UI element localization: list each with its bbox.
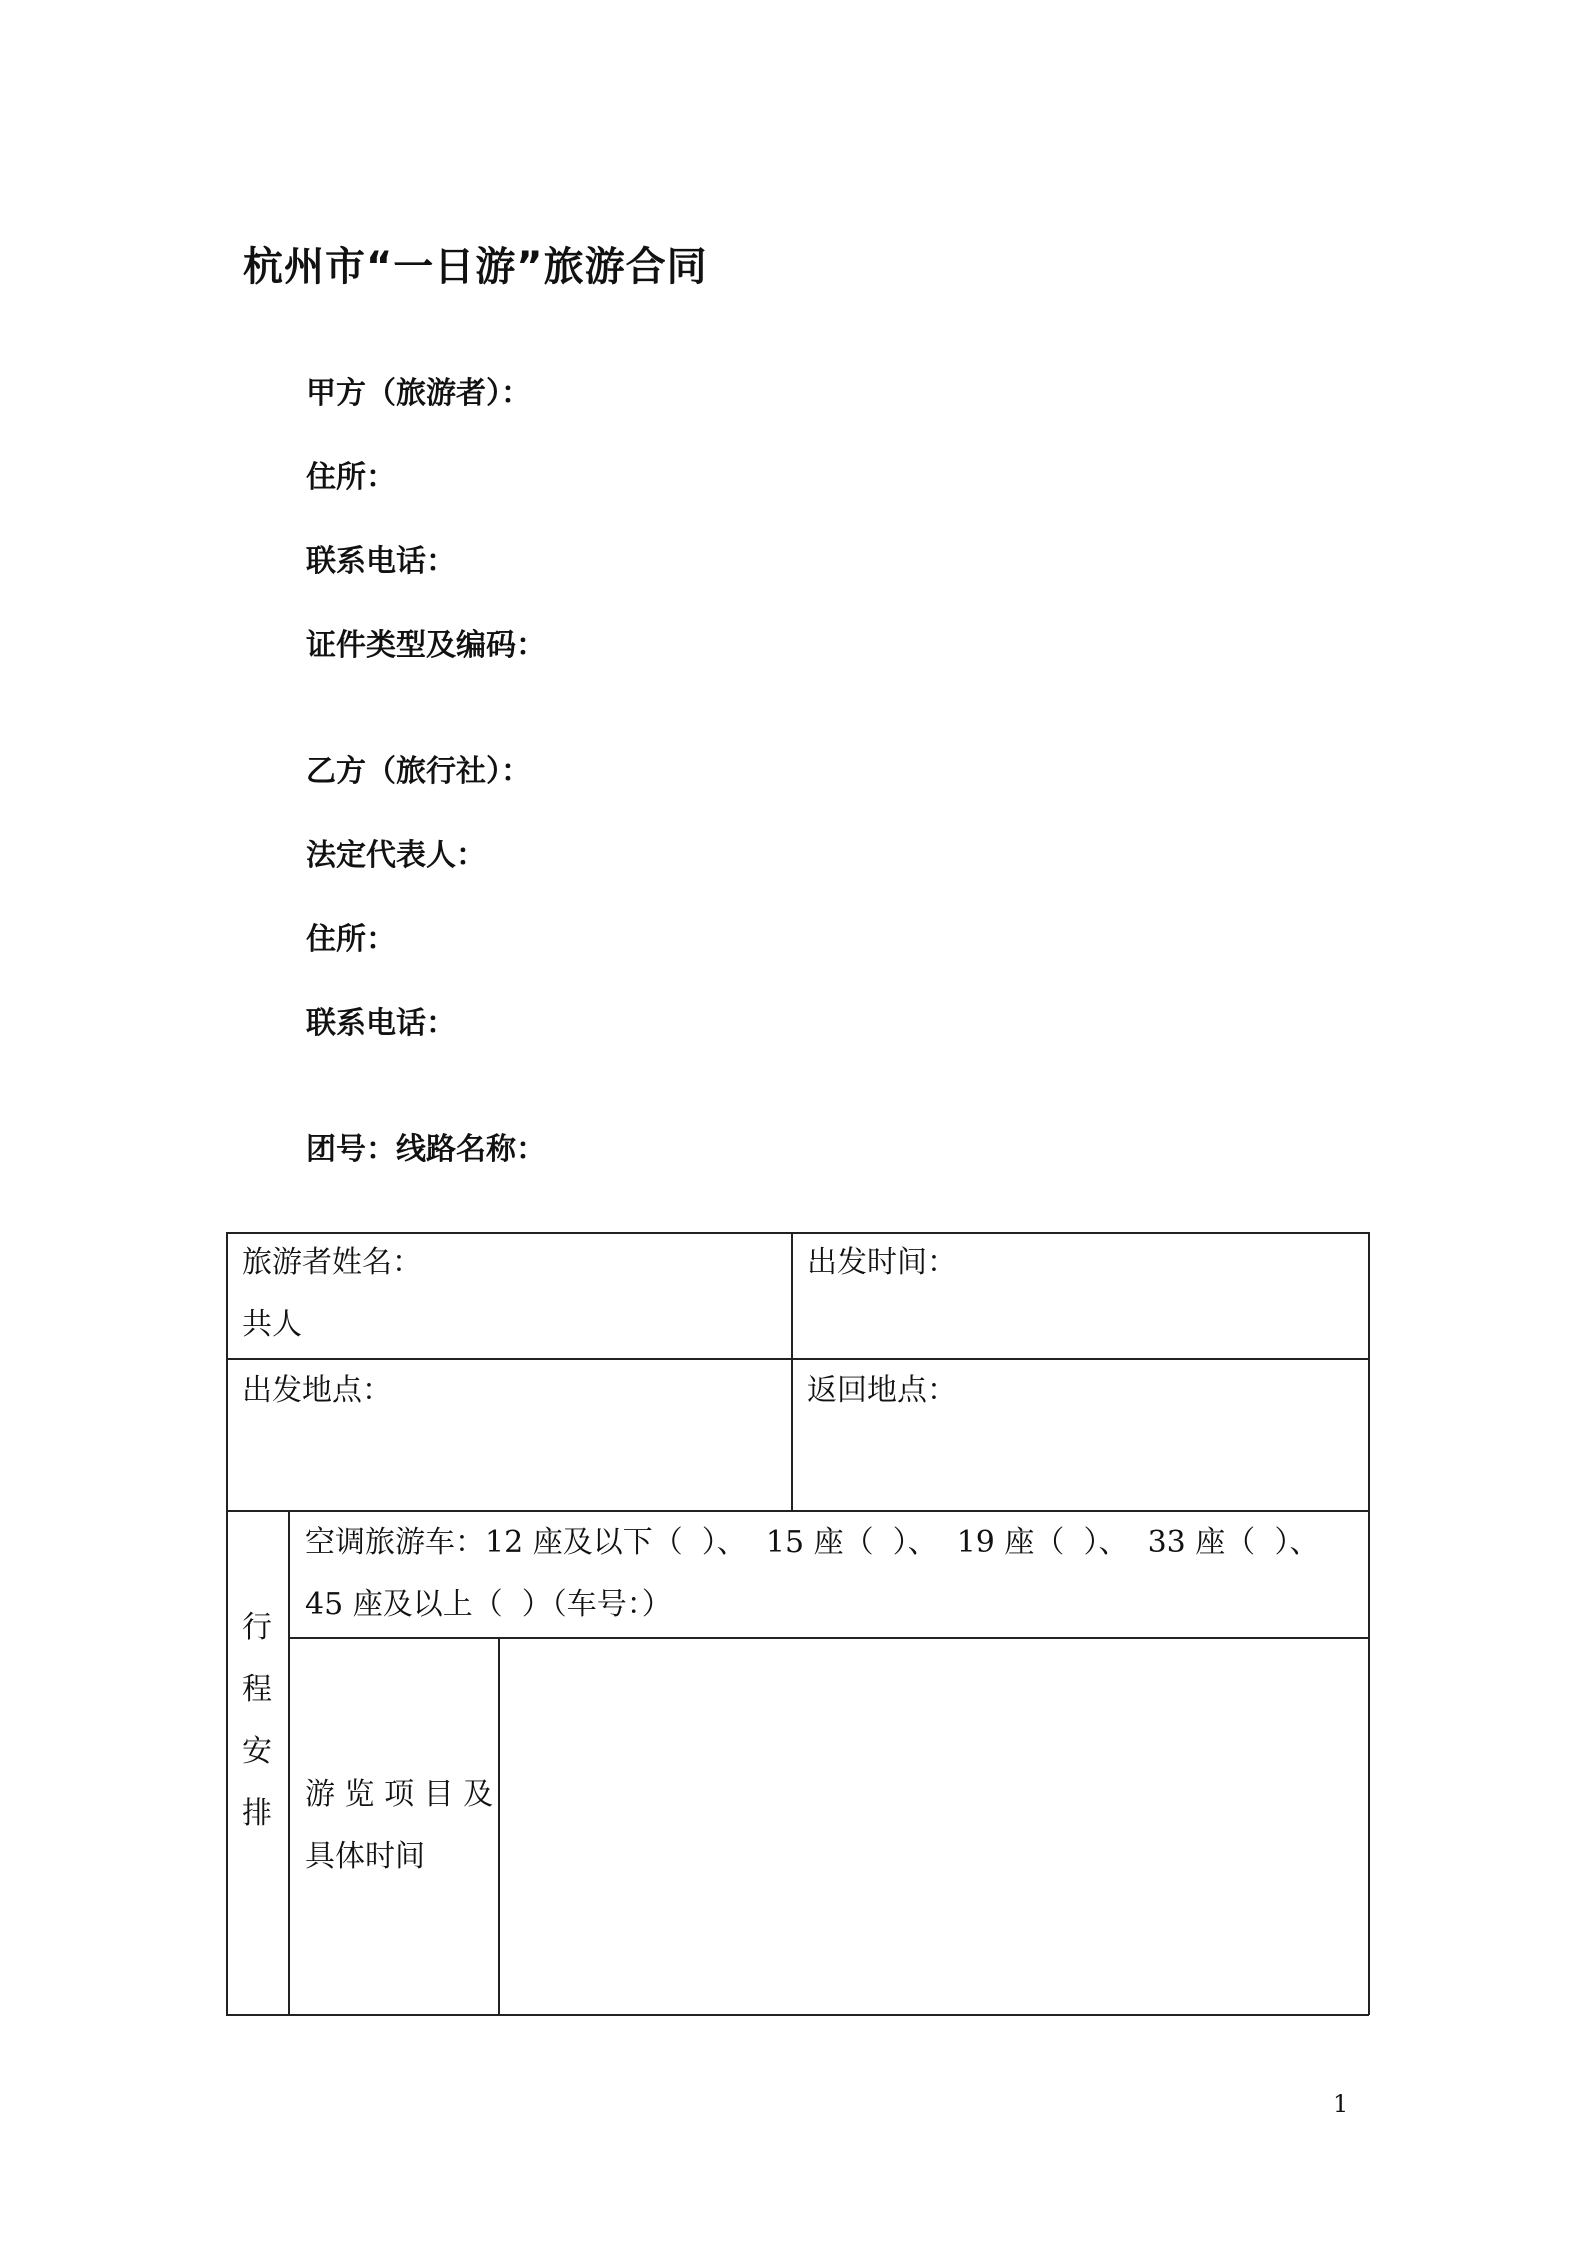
bus-type-line-1: 空调旅游车：12 座及以下（ ）、 15 座（ ）、 19 座（ ）、 33 座（ ）、: [305, 1525, 1320, 1560]
sightseeing-details-cell: [500, 1639, 1367, 2013]
itinerary-vertical-label: [232, 1597, 282, 1845]
sightseeing-label-line-2: 具体时间: [305, 1839, 425, 1874]
table-border-left: [226, 1232, 228, 2015]
table-border-right: [1368, 1232, 1370, 2015]
party-b-name-label: 乙方（旅行社）：: [306, 754, 531, 789]
party-a-address-label: 住所：: [306, 460, 396, 495]
itinerary-char: 排: [242, 1796, 272, 1831]
table-border-bottom: [226, 2014, 1369, 2016]
document-title: 杭州市“一日游”旅游合同: [243, 244, 708, 290]
page-number: 1: [1333, 2090, 1349, 2118]
tourist-name-label: 旅游者姓名：: [242, 1245, 422, 1280]
itinerary-char: 安: [242, 1734, 272, 1769]
itinerary-char: 程: [242, 1672, 272, 1707]
table-row-divider: [226, 1358, 1369, 1360]
sightseeing-label-line-1: 游 览 项 目 及: [305, 1777, 494, 1812]
departure-time-label: 出发时间：: [807, 1245, 957, 1280]
group-route-label: 团号：线路名称：: [306, 1132, 546, 1167]
itinerary-char: 行: [242, 1610, 272, 1645]
party-b-address-label: 住所：: [306, 922, 396, 957]
party-b-phone-label: 联系电话：: [306, 1006, 456, 1041]
party-a-name-label: 甲方（旅游者）：: [306, 376, 531, 411]
table-col-divider: [791, 1232, 793, 1510]
return-place-label: 返回地点：: [807, 1373, 957, 1408]
total-people-label: 共人: [242, 1307, 302, 1342]
party-b-rep-label: 法定代表人：: [306, 838, 486, 873]
departure-place-label: 出发地点：: [242, 1373, 392, 1408]
party-a-id-label: 证件类型及编码：: [306, 628, 546, 663]
party-a-phone-label: 联系电话：: [306, 544, 456, 579]
table-col-divider: [288, 1510, 290, 2014]
bus-type-line-2: 45 座及以上（ ）（车号：）: [305, 1587, 672, 1622]
